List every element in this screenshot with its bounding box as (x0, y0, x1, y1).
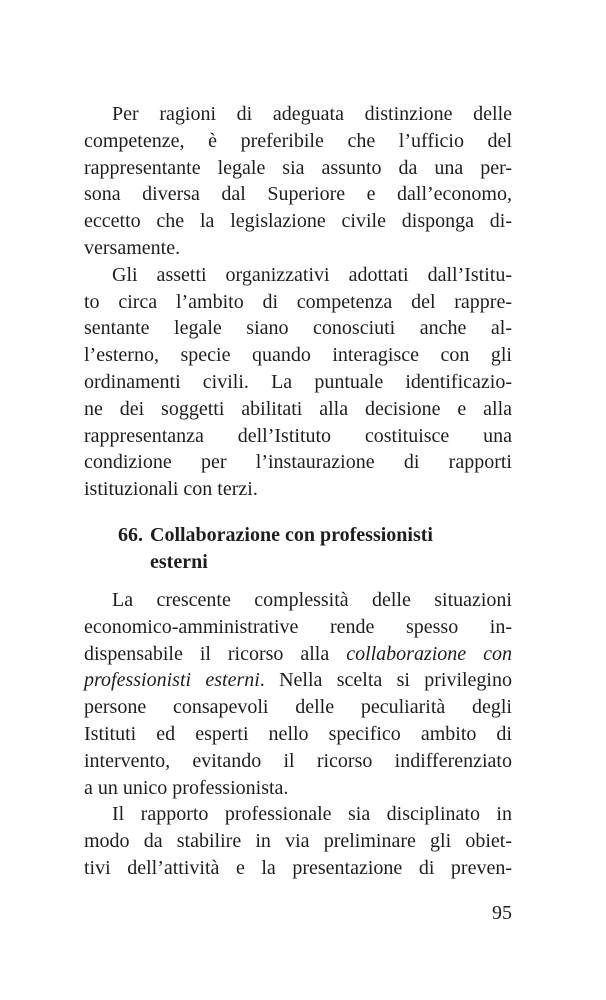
plain-text: La crescente complessità delle situazioni (112, 588, 512, 611)
text-line (84, 694, 512, 721)
text-line (84, 587, 512, 614)
italic-text: collaborazione con (346, 642, 513, 665)
plain-text: l’esterno, specie quando interagisce con gli (84, 344, 512, 367)
text-line (84, 181, 512, 208)
text-line (84, 423, 512, 450)
plain-text: to circa l’ambito di competenza del rappre- (84, 290, 512, 313)
plain-text: Il rapporto professionale sia disciplinato in (112, 803, 512, 826)
plain-text: ne dei soggetti abilitati alla decisione e alla (84, 397, 512, 420)
section-heading-text (150, 522, 512, 576)
plain-text: a un unico professionista. (84, 776, 289, 799)
paragraph (84, 101, 512, 262)
text-line (84, 369, 512, 396)
section-number: 66. (118, 523, 143, 546)
text-line (84, 476, 512, 503)
text-line (84, 721, 512, 748)
page-number: 95 (492, 902, 512, 924)
text-line (84, 641, 512, 668)
plain-text: ordinamenti civili. La puntuale identificazio- (84, 370, 512, 393)
plain-text: economico-amministrative rende spesso in- (84, 615, 512, 638)
plain-text: versamente. (84, 236, 181, 259)
plain-text: sentante legale siano conosciuti anche al- (84, 317, 512, 340)
plain-text: modo da stabilire in via preliminare gli obiet- (84, 830, 512, 853)
plain-text: rappresentanza dell’Istituto costituisce una (84, 424, 512, 447)
plain-text: tivi dell’attività e la presentazione di preven- (84, 856, 512, 879)
plain-text: sona diversa dal Superiore e dall’economo, (84, 183, 512, 206)
paragraph (84, 262, 512, 503)
text-block (84, 101, 512, 882)
text-line (84, 208, 512, 235)
plain-text: eccetto che la legislazione civile disponga di- (84, 210, 512, 233)
text-line (84, 128, 512, 155)
plain-text: Gli assetti organizzativi adottati dall’Istitu- (112, 263, 512, 286)
paragraph (84, 801, 512, 881)
heading-line: esterni (150, 550, 208, 573)
plain-text: Istituti ed esperti nello specifico ambito di (84, 722, 512, 745)
text-line (84, 396, 512, 423)
text-line (84, 748, 512, 775)
plain-text: . Nella scelta si privilegino (259, 669, 512, 692)
text-line (84, 342, 512, 369)
text-line (84, 235, 512, 262)
text-line (84, 315, 512, 342)
plain-text: competenze, è preferibile che l’ufficio del (84, 129, 512, 152)
text-line (84, 855, 512, 882)
text-line (84, 289, 512, 316)
plain-text: dispensabile il ricorso alla (84, 642, 347, 665)
plain-text: persone consapevoli delle peculiarità degli (84, 696, 512, 719)
text-line (84, 449, 512, 476)
text-line (84, 801, 512, 828)
italic-text: professionisti esterni (84, 669, 260, 692)
text-line (84, 667, 512, 694)
text-line (84, 775, 512, 802)
section-heading (84, 522, 512, 576)
plain-text: intervento, evitando il ricorso indifferenziato (84, 749, 512, 772)
paragraph (84, 587, 512, 801)
plain-text: rappresentante legale sia assunto da una per- (84, 156, 512, 179)
text-line (84, 155, 512, 182)
plain-text: istituzionali con terzi. (84, 478, 258, 501)
text-line (84, 101, 512, 128)
text-line (84, 828, 512, 855)
plain-text: condizione per l’instaurazione di rapporti (84, 451, 512, 474)
text-line (84, 614, 512, 641)
plain-text: Per ragioni di adeguata distinzione delle (112, 103, 512, 125)
text-line (84, 262, 512, 289)
heading-line: Collaborazione con professionisti (150, 523, 433, 546)
